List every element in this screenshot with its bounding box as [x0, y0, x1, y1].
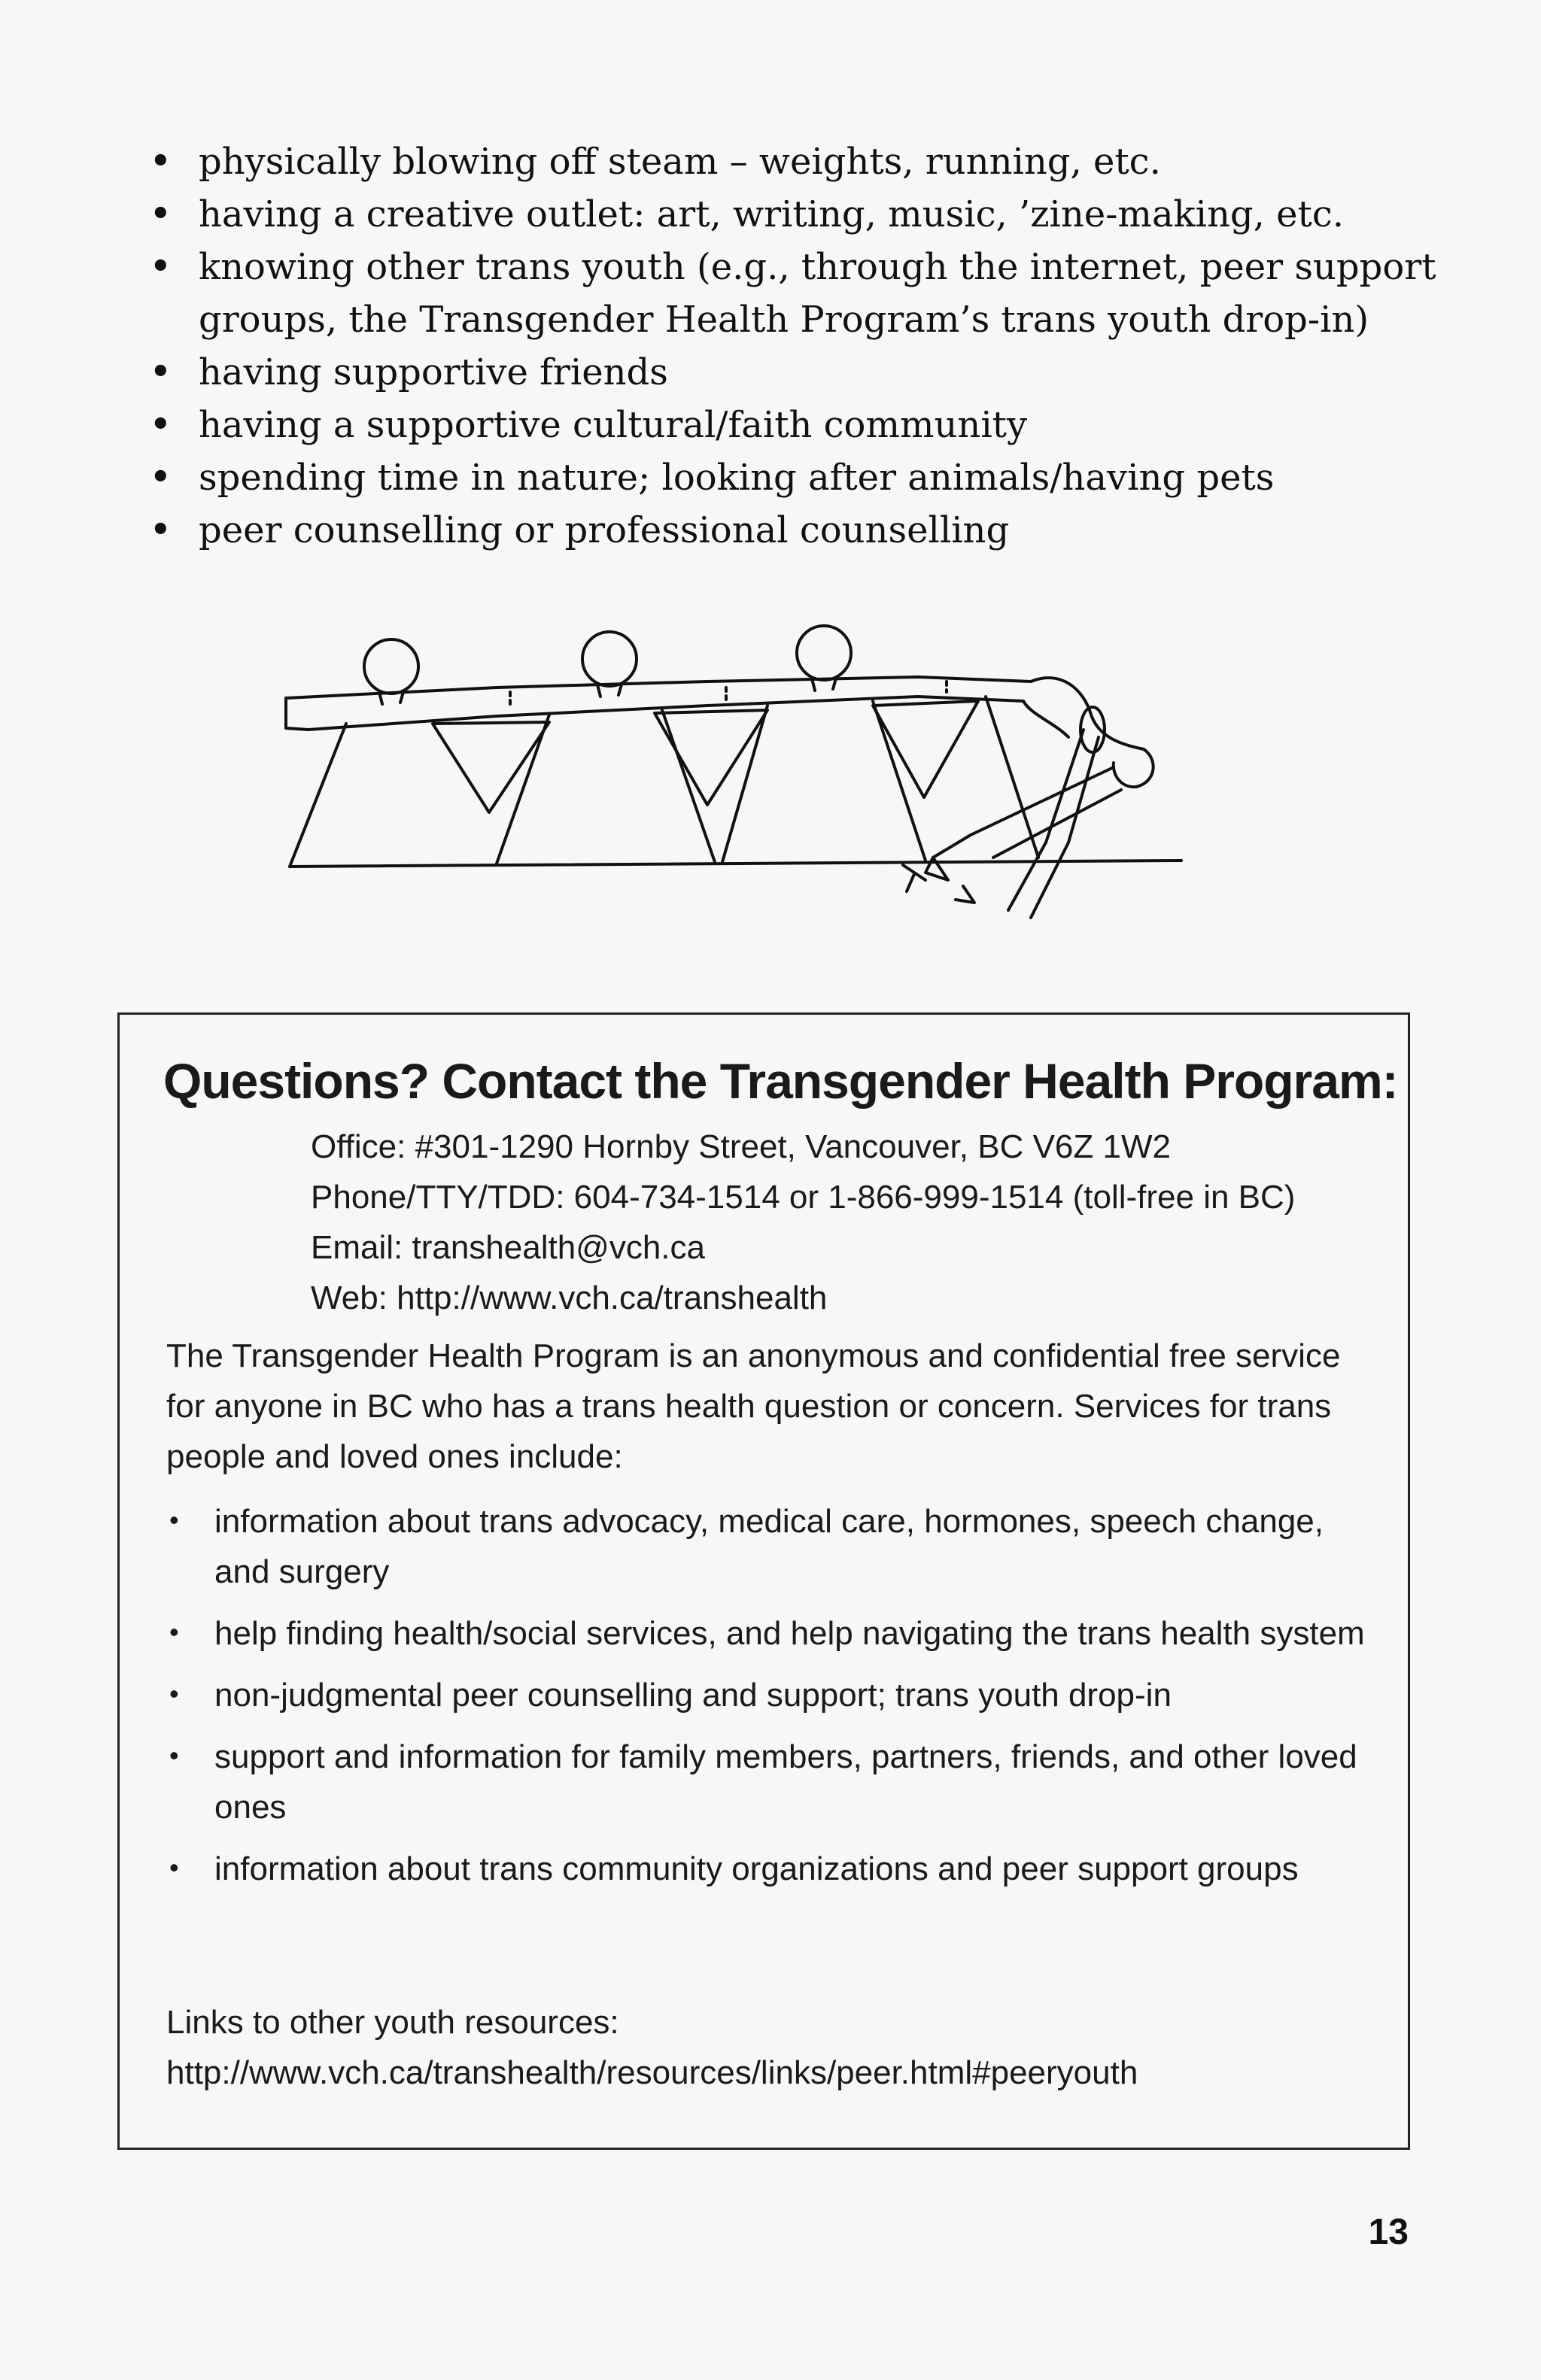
list-item: • non-judgmental peer counselling and support; trans youth drop-in	[166, 1670, 1370, 1720]
contact-title: Questions? Contact the Transgender Health Program:	[163, 1053, 1398, 1109]
list-item: • having a supportive cultural/faith community	[143, 399, 1437, 451]
list-item: • having supportive friends	[143, 346, 1437, 399]
program-description: The Transgender Health Program is an anonymous and confidential free service for anyone in BC who has a trans health question or concern. Services for trans people and loved ones include:	[166, 1337, 1341, 1475]
contact-info-box	[117, 1012, 1410, 2150]
list-item: • information about trans advocacy, medical care, hormones, speech change, and surgery	[166, 1496, 1370, 1597]
office-address: Office: #301-1290 Hornby Street, Vancouver, BC V6Z 1W2	[311, 1128, 1171, 1165]
list-item: • support and information for family members, partners, friends, and other loved ones	[166, 1732, 1370, 1832]
coping-strategies-list	[143, 135, 1437, 557]
list-item: • having a creative outlet: art, writing, music, ’zine-making, etc.	[143, 188, 1437, 241]
paper-doll-chain-scissors-icon	[271, 617, 1204, 993]
page-number: 13	[1368, 2212, 1409, 2252]
website-link[interactable]: Web: http://www.vch.ca/transhealth	[311, 1280, 828, 1316]
list-item: • peer counselling or professional counselling	[143, 504, 1437, 557]
links-label: Links to other youth resources:	[166, 2004, 619, 2041]
list-item: • knowing other trans youth (e.g., through the internet, peer support groups, the Transgender Health Program’s trans youth drop-in)	[143, 241, 1437, 346]
youth-resources-link[interactable]: http://www.vch.ca/transhealth/resources/links/peer.html#peeryouth	[166, 2054, 1138, 2091]
list-item: • help finding health/social services, and help navigating the trans health system	[166, 1608, 1370, 1659]
services-list	[166, 1496, 1370, 1905]
email-address: Email: transhealth@vch.ca	[311, 1229, 706, 1266]
phone-number: Phone/TTY/TDD: 604-734-1514 or 1-866-999-1514 (toll-free in BC)	[311, 1179, 1296, 1216]
list-item: • information about trans community organizations and peer support groups	[166, 1844, 1370, 1894]
list-item: • physically blowing off steam – weights, running, etc.	[143, 135, 1437, 188]
contact-details	[311, 1122, 1379, 1323]
list-item: • spending time in nature; looking after animals/having pets	[143, 451, 1437, 504]
